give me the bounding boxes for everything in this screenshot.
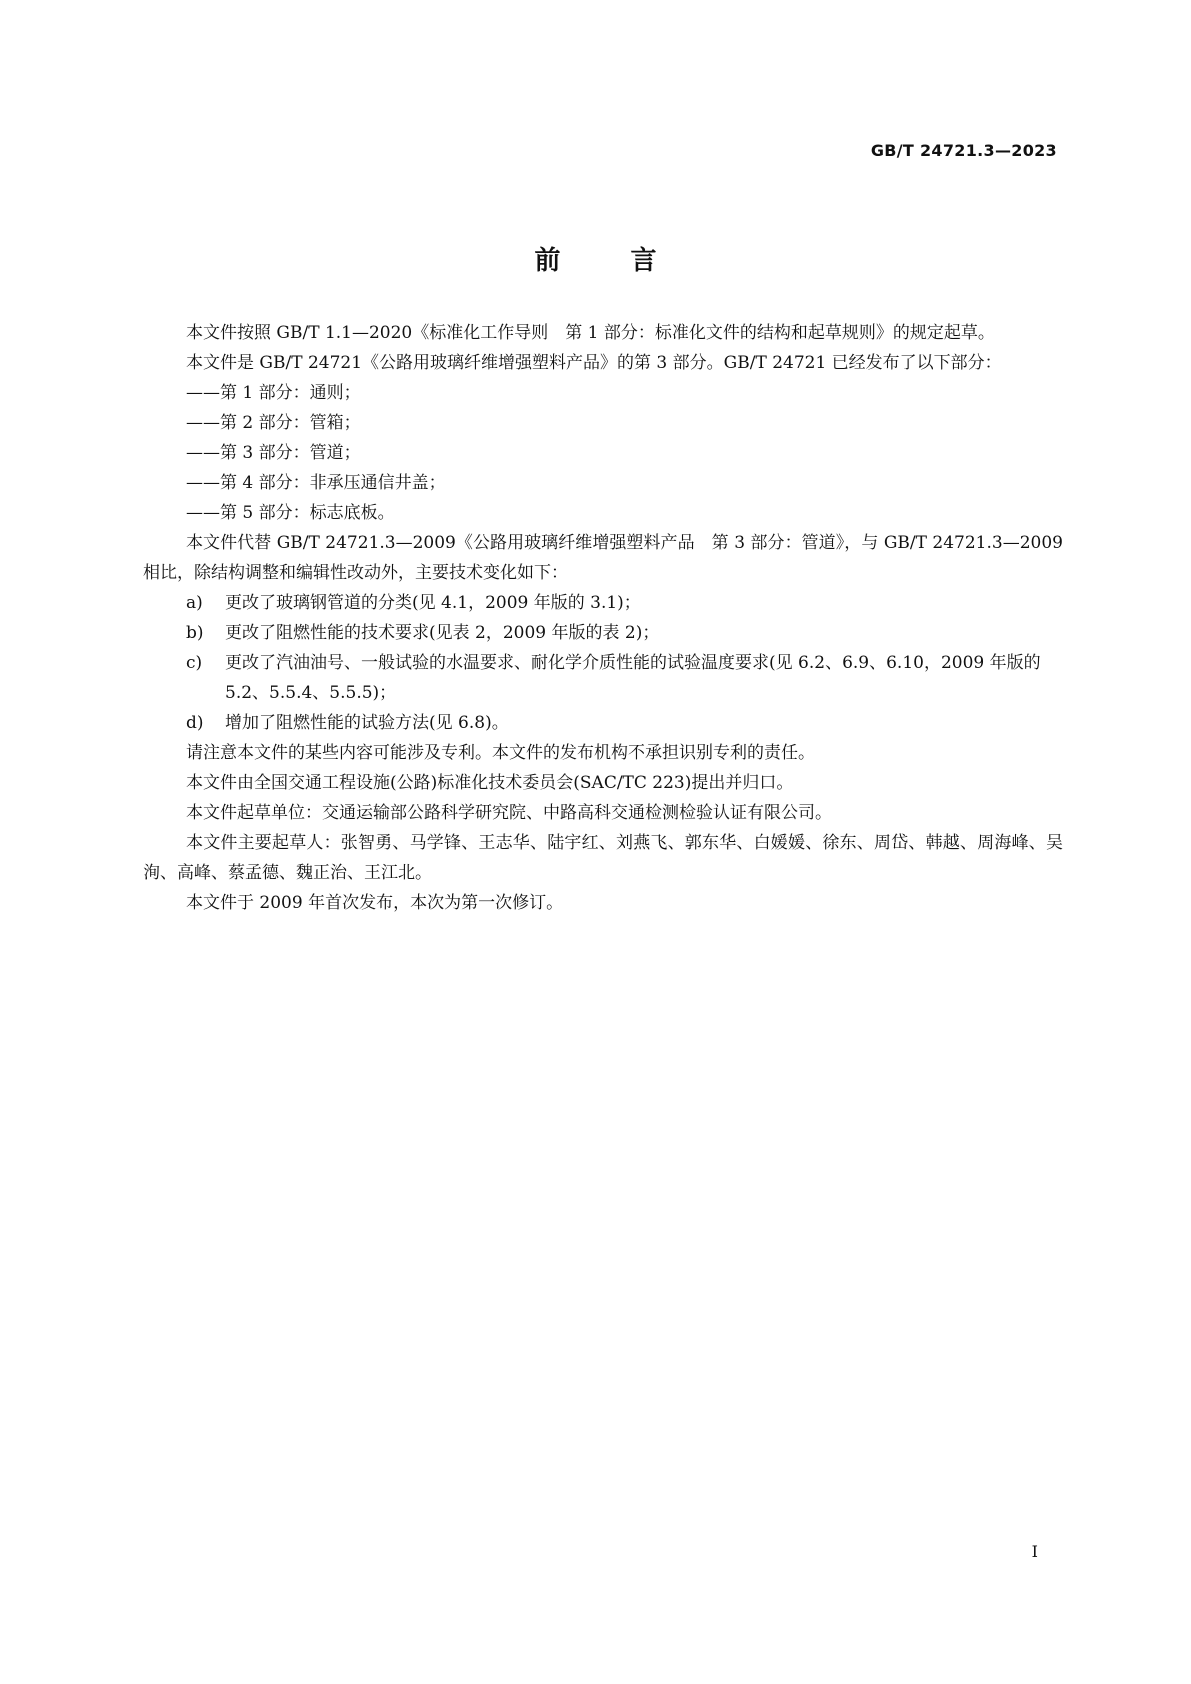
list-item-label: b) — [186, 623, 204, 643]
paragraph-drafters: 本文件主要起草人：张智勇、马学锋、王志华、陆宇红、刘燕飞、郭东华、白媛媛、徐东、周岱、韩越、周海峰、吴洵、高峰、蔡孟德、魏正治、王江北。 — [143, 833, 1063, 883]
paragraph-drafting-rules: 本文件按照 GB/T 1.1—2020《标准化工作导则 第 1 部分：标准化文件的结构和起草规则》的规定起草。 — [186, 323, 995, 343]
list-item-change — [143, 648, 1063, 708]
list-item-part: ——第 2 部分：管箱； — [186, 413, 361, 433]
list-item-part: ——第 4 部分：非承压通信井盖； — [186, 473, 446, 493]
list-item-change — [143, 618, 1063, 648]
paragraph-patent-notice: 请注意本文件的某些内容可能涉及专利。本文件的发布机构不承担识别专利的责任。 — [186, 743, 815, 763]
list-item-text: 更改了汽油油号、一般试验的水温要求、耐化学介质性能的试验温度要求(见 6.2、6.9、6.10，2009 年版的 5.2、5.5.4、5.5.5)； — [225, 653, 1041, 703]
list-item-change — [143, 588, 1063, 618]
list-item-text: 更改了阻燃性能的技术要求(见表 2，2009 年版的表 2)； — [225, 623, 660, 643]
list-item-text: 更改了玻璃钢管道的分类(见 4.1，2009 年版的 3.1)； — [225, 593, 641, 613]
list-item-part: ——第 5 部分：标志底板。 — [186, 503, 395, 523]
foreword-body — [143, 318, 1063, 918]
paragraph-replaces: 本文件代替 GB/T 24721.3—2009《公路用玻璃纤维增强塑料产品 第 3 部分：管道》，与 GB/T 24721.3—2009 相比，除结构调整和编辑性改动外，主要技术变化如下： — [143, 533, 1063, 583]
paragraph-drafting-units: 本文件起草单位：交通运输部公路科学研究院、中路高科交通检测检验认证有限公司。 — [186, 803, 832, 823]
standard-number: GB/T 24721.3—2023 — [870, 141, 1057, 160]
list-item-part: ——第 3 部分：管道； — [186, 443, 361, 463]
list-item-label: a) — [186, 593, 203, 613]
list-item-label: c) — [186, 653, 203, 673]
paragraph-series: 本文件是 GB/T 24721《公路用玻璃纤维增强塑料产品》的第 3 部分。GB/T 24721 已经发布了以下部分： — [186, 353, 1002, 373]
page-number: I — [1031, 1542, 1038, 1561]
list-item-text: 增加了阻燃性能的试验方法(见 6.8)。 — [225, 713, 509, 733]
list-item-change — [143, 708, 1063, 738]
paragraph-proposer: 本文件由全国交通工程设施(公路)标准化技术委员会(SAC/TC 223)提出并归口。 — [186, 773, 794, 793]
list-item-label: d) — [186, 713, 204, 733]
page-title: 前言 — [534, 246, 727, 276]
paragraph-history: 本文件于 2009 年首次发布，本次为第一次修订。 — [186, 893, 564, 913]
list-item-part: ——第 1 部分：通则； — [186, 383, 361, 403]
